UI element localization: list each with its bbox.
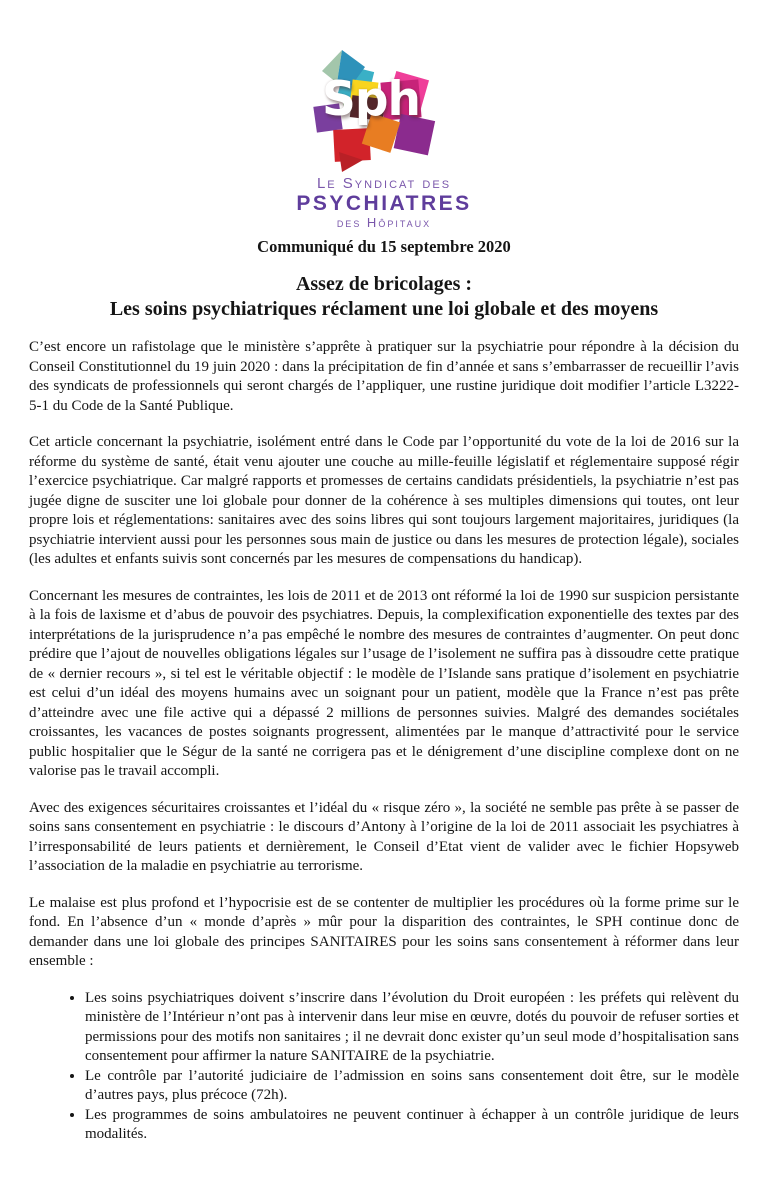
document-title (0, 272, 768, 322)
title-line-1: Assez de bricolages : (295, 273, 473, 295)
demands-list (29, 989, 739, 1145)
org-name-line2: PSYCHIATRES (296, 192, 472, 215)
communique-date: Communiqué du 15 septembre 2020 (257, 237, 511, 256)
document-body (0, 338, 768, 1145)
org-name-line1: Le Syndicat des (316, 175, 452, 192)
sph-logo-text: Sph (322, 72, 420, 127)
list-item-2: • Le contrôle par l’autorité judiciaire de l’admission en soins sans consentement doit être, sur le modèle d’autres pays, plus précoce (72h). (85, 1067, 739, 1106)
body-paragraph-5: Le malaise est plus profond et l’hypocrisie est de se contenter de multiplier les procédures où la forme prime sur le fond. En l’absence d’un « monde d’après » mûr pour la disparition des contraintes, le SPH continue donc de demander dans une loi globale des principes SANITAIRES pour les soins sans consentement à réformer dans leur ensemble : (29, 894, 739, 969)
body-paragraph-4: Avec des exigences sécuritaires croissantes et l’idéal du « risque zéro », la société ne semble pas prête à se passer de soins sans consentement en psychiatrie : le discours d’Antony à l’origine de la loi de 2011 associait les psychiatres à l’irresponsabilité de leurs patients et dernièrement, le Conseil d’Etat vient de valider avec le fichier Hopsyweb l’association de la maladie en psychiatrie au terrorisme. (29, 799, 739, 874)
list-item-3: • Les programmes de soins ambulatoires ne peuvent continuer à échapper à un contrôle juridique de leurs modalités. (85, 1106, 739, 1145)
body-paragraph-2: Cet article concernant la psychiatrie, isolément entré dans le Code par l’opportunité du vote de la loi de 2016 sur la réforme du système de santé, était venu ajouter une couche au mille-feuille législatif et réglementaire supposé régir l’exercice psychiatrique. Car malgré rapports et promesses de certains candidats présidentiels, la psychiatrie n’est pas jugée digne de susciter une loi globale pour donner de la cohérence à ses multiples dimensions qui toutes, ont leur propre lois et réglementations: sanitaires avec des soins libres qui sont toujours largement majoritaires, juridiques (la psychiatrie intervient aussi pour les personnes sous main de justice ou dans les mesures de protection légale), sociales (les adultes et enfants suivis sont concernés par les mesures de compensations du handicap). (29, 434, 739, 567)
org-name-line3: des Hôpitaux (336, 215, 432, 230)
document-header (0, 0, 768, 322)
sph-logo (309, 48, 459, 173)
body-paragraph-3: Concernant les mesures de contraintes, les lois de 2011 et de 2013 ont réformé la loi de 1990 sur suspicion persistante à la fois de laxisme et d’abus de pouvoir des psychiatres. Depuis, la complexification exponentielle des textes par des interprétations de la jurisprudence n’a pas empêché le nombre des mesures de contraintes d’augmenter. On peut donc prédire que l’ajout de nouvelles obligations légales sur l’usage de l’isolement ne suffira pas à dissoudre cette pratique de « dernier recours », si tel est le véritable objectif : le modèle de l’Islande sans pratique d’isolement en psychiatrie est celui d’un idéal des moyens humains avec un soignant pour un patient, modèle que la France n’est pas prête d’atteindre avec une file active qui a dépassé 2 millions de personnes suivies. Malgré des demandes sociétales croissantes, les vacances de postes soignants progressent, alimentées par le manque d’attractivité pour le service public hospitalier que le Ségur de la santé ne corrigera pas et le dénigrement d’une discipline complexe dont on ne valorise pas le travail accompli. (29, 587, 739, 779)
list-item-1: • Les soins psychiatriques doivent s’inscrire dans l’évolution du Droit européen : les préfets qui relèvent du ministère de l’Intérieur n’ont pas à intervenir dans leur mise en œuvre, dotés du pouvoir de refuser sorties et permissions pour des motifs non sanitaires ; il ne devrait donc exister qu’un seul mode d’hospitalisation sans consentement pour affirmer la nature SANITAIRE de la psychiatrie. (85, 989, 739, 1067)
title-line-2: Les soins psychiatriques réclament une loi globale et des moyens (109, 298, 659, 320)
body-paragraph-1: C’est encore un rafistolage que le ministère s’apprête à pratiquer sur la psychiatrie pour répondre à la décision du Conseil Constitutionnel du 19 juin 2020 : dans la précipitation de fin d’année et sans s’embarrasser de recueillir l’avis des syndicats de professionnels qui seront chargés de l’appliquer, une rustine juridique doit modifier l’article L3222-5-1 du Code de la Santé Publique. (29, 339, 739, 414)
